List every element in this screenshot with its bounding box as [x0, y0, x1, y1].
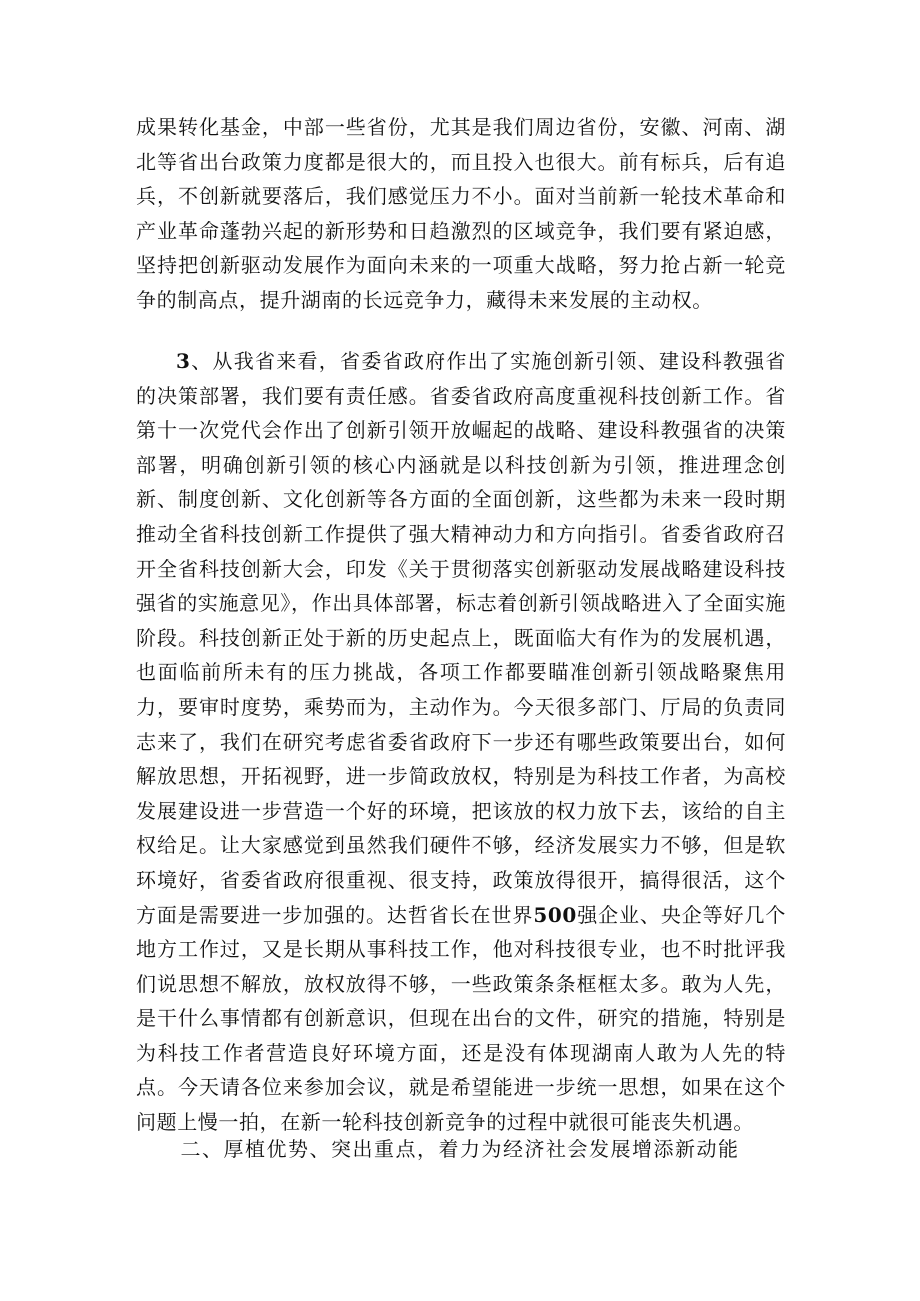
paragraph-2-number-500: 500 [533, 902, 577, 927]
paragraph-2-text-a: 、从我省来看，省委省政府作出了实施创新引领、建设科教强省的决策部署，我们要有责任感。省委省政府高度重视科技创新工作。省第十一次党代会作出了创新引领开放崛起的战略、建设科教强省的决策部署，明确创新引领的核心内涵就是以科技创新为引领，推进理念创新、制度创新、文化创新等各方面的全面创新，这些都为未来一段时期推动全省科技创新工作提供了强大精神动力和方向指引。省委省政府召开全省科技创新大会，印发《关于贯彻落实创新驱动发展战略建设科技强省的实施意见》，作出具体部署，标志着创新引领战略进入了全面实施阶段。科技创新正处于新的历史起点上，既面临大有作为的发展机遇，也面临前所未有的压力挑战，各项工作都要瞄准创新引领战略聚焦用力，要审时度势，乘势而为，主动作为。今天很多部门、厅局的负责同志来了，我们在研究考虑省委省政府下一步还有哪些政策要出台，如何解放思想，开拓视野，进一步简政放权，特别是为科技工作者，为高校发展建设进一步营造一个好的环境，把该放的权力放下去，该给的自主权给足。让大家感觉到虽然我们硬件不够，经济发展实力不够，但是软环境好，省委省政府很重视、很支持，政策放得很开，搞得很活，这个方面是需要进一步加强的。达哲省长在世界 [136, 349, 786, 927]
paragraph-1: 成果转化基金，中部一些省份，尤其是我们周边省份，安徽、河南、湖北等省出台政策力度都是很大的，而且投入也很大。前有标兵，后有追兵，不创新就要落后，我们感觉压力不小。面对当前新一轮技术革命和产业革命蓬勃兴起的新形势和日趋激烈的区域竞争，我们要有紧迫感，坚持把创新驱动发展作为面向未来的一项重大战略，努力抢占新一轮竞争的制高点，提升湖南的长远竞争力，藏得未来发展的主动权。 [136, 115, 786, 312]
paragraph-2 [136, 344, 786, 1140]
section-heading: 二、厚植优势、突出重点，着力为经济社会发展增添新动能 [180, 1137, 740, 1161]
paragraph-2-number: 3 [176, 349, 191, 373]
paragraph-2-text-b: 强企业、央企等好几个地方工作过，又是长期从事科技工作，他对科技很专业，也不时批评我们说思想不解放，放权放得不够，一些政策条条框框太多。敢为人先，是干什么事情都有创新意识，但现在出台的文件，研究的措施，特别是为科技工作者营造良好环境方面，还是没有体现湖南人敢为人先的特点。今天请各位来参加会议，就是希望能进一步统一思想，如果在这个问题上慢一拍，在新一轮科技创新竞争的过程中就很可能丧失机遇。 [136, 902, 787, 1135]
